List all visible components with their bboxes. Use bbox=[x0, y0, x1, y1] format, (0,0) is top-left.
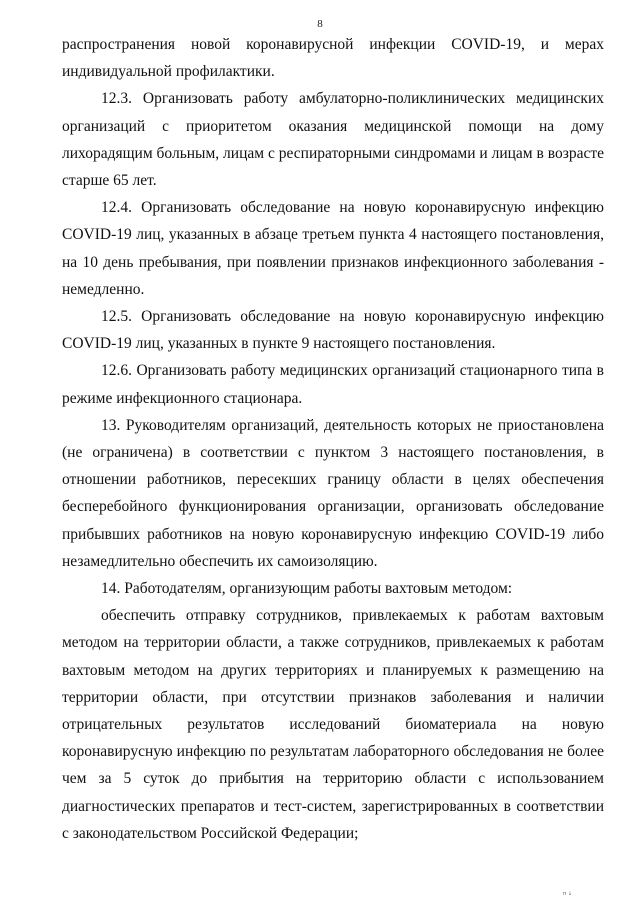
footer-mark: п ↓ bbox=[562, 891, 572, 897]
paragraph-12-4: 12.4. Организовать обследование на новую коронавирусную инфекцию COVID-19 лиц, указанных в абзаце третьем пункта 4 настоящего постановления, на 10 день пребывания, при появлении признаков инфекционного заболевания - немедленно. bbox=[62, 199, 604, 298]
paragraph-14: 14. Работодателям, организующим работы вахтовым методом: bbox=[101, 580, 513, 598]
paragraph-12-6: 12.6. Организовать работу медицинских организаций стационарного типа в режиме инфекционного стационара. bbox=[62, 362, 604, 407]
paragraph-12-5: 12.5. Организовать обследование на новую коронавирусную инфекцию COVID-19 лиц, указанных в пункте 9 настоящего постановления. bbox=[62, 308, 604, 353]
paragraph-13: 13. Руководителям организаций, деятельность которых не приостановлена (не ограничена) в соответствии с пунктом 3 настоящего постановления, в отношении работников, пересекших границу области в целях обеспечения бесперебойного функционирования организации, организовать обследование прибывших работников на новую коронавирусную инфекцию COVID-19 либо незамедлительно обеспечить их самоизоляцию. bbox=[62, 416, 604, 570]
paragraph-continuation: распространения новой коронавирусной инфекции COVID-19, и мерах индивидуальной профилактики. bbox=[62, 36, 604, 81]
page-number: 8 bbox=[317, 18, 323, 30]
paragraph-14-item: обеспечить отправку сотрудников, привлекаемых к работам вахтовым методом на территории области, а также сотрудников, привлекаемых к работам вахтовым методом на других территориях и планируемых к размещению на территории области, при отсутствии признаков заболевания и наличии отрицательных результатов исследований биоматериала на новую коронавирусную инфекцию по результатам лабораторного обследования не более чем за 5 суток до прибытия на территорию области с использованием диагностических препаратов и тест-систем, зарегистрированных в соответствии с законодательством Российской Федерации; bbox=[62, 607, 604, 842]
paragraph-12-3: 12.3. Организовать работу амбулаторно-поликлинических медицинских организаций с приоритетом оказания медицинской помощи на дому лихорадящим больным, лицам с респираторными синдромами и лицам в возрасте старше 65 лет. bbox=[62, 90, 604, 190]
document-body bbox=[62, 31, 604, 847]
